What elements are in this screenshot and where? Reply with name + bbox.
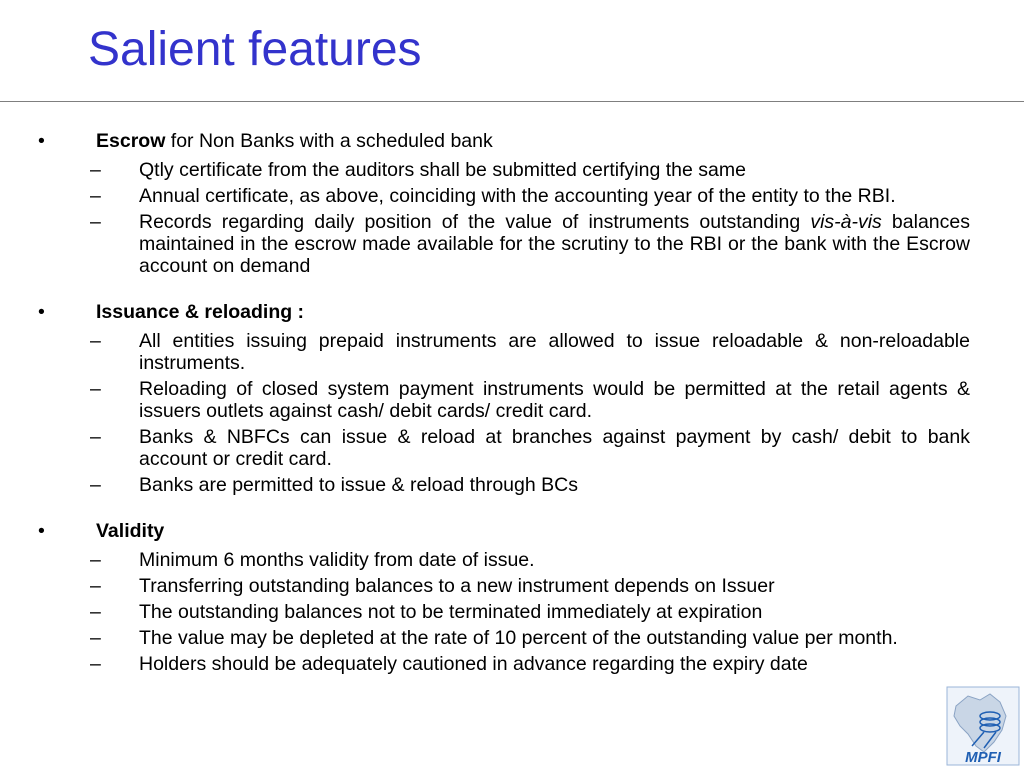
- bullet-validity: [0, 520, 1024, 543]
- bullet-marker: •: [38, 130, 45, 152]
- slide-title: Salient features: [88, 23, 422, 76]
- list-item: [0, 627, 970, 649]
- list-item-text-after: balances maintained in the escrow made available for the scrutiny to the RBI or the bank with the Escrow account on demand: [139, 211, 970, 277]
- dash-marker: –: [90, 601, 101, 623]
- list-item-text: The outstanding balances not to be terminated immediately at expiration: [139, 601, 763, 623]
- list-item-text: Annual certificate, as above, coinciding with the accounting year of the entity to the RBI.: [139, 185, 896, 207]
- dash-marker: –: [90, 159, 101, 181]
- dash-marker: –: [90, 330, 101, 352]
- list-item: [0, 159, 970, 181]
- list-item: [0, 575, 970, 597]
- list-item-text: Banks are permitted to issue & reload through BCs: [139, 474, 578, 496]
- list-item-text: All entities issuing prepaid instruments are allowed to issue reloadable & non-reloadable instruments.: [139, 330, 970, 374]
- bullet-text: for Non Banks with a scheduled bank: [165, 130, 493, 152]
- dash-marker: –: [90, 211, 101, 233]
- dash-marker: –: [90, 426, 101, 448]
- list-item-text-italic: vis-à-vis: [810, 211, 882, 233]
- bullet-label: Escrow: [96, 130, 166, 152]
- dash-marker: –: [90, 185, 101, 207]
- list-item-text: Holders should be adequately cautioned in advance regarding the expiry date: [139, 653, 808, 675]
- bullet-label: Issuance & reloading :: [96, 301, 305, 323]
- title-divider: [0, 101, 1024, 102]
- list-item: [0, 549, 970, 571]
- list-item-text: Qtly certificate from the auditors shall be submitted certifying the same: [139, 159, 746, 181]
- list-item-text: Banks & NBFCs can issue & reload at branches against payment by cash/ debit to bank account or credit card.: [139, 426, 970, 470]
- bullet-marker: •: [38, 301, 45, 323]
- bullet-escrow: [0, 130, 1024, 153]
- list-item-text-before: Records regarding daily position of the value of instruments outstanding: [139, 211, 811, 233]
- list-item: [0, 653, 970, 675]
- slide-content: [0, 130, 1024, 679]
- mpfi-logo: [946, 686, 1020, 766]
- logo-text: MPFI: [965, 749, 1001, 766]
- dash-marker: –: [90, 474, 101, 496]
- dash-marker: –: [90, 378, 101, 400]
- list-item-text: Minimum 6 months validity from date of issue.: [139, 549, 535, 571]
- list-item-text: Reloading of closed system payment instruments would be permitted at the retail agents & issuers outlets against cash/ debit cards/ credit card.: [139, 378, 970, 422]
- list-item: [0, 185, 970, 207]
- dash-marker: –: [90, 575, 101, 597]
- bullet-marker: •: [38, 520, 45, 542]
- dash-marker: –: [90, 627, 101, 649]
- bullet-issuance: [0, 301, 1024, 324]
- list-item: [0, 601, 970, 623]
- list-item-text: Transferring outstanding balances to a new instrument depends on Issuer: [139, 575, 775, 597]
- list-item: [0, 378, 970, 422]
- dash-marker: –: [90, 549, 101, 571]
- bullet-label: Validity: [96, 520, 165, 542]
- list-item: [0, 211, 970, 277]
- list-item: [0, 426, 970, 470]
- dash-marker: –: [90, 653, 101, 675]
- list-item: [0, 474, 970, 496]
- list-item-text: The value may be depleted at the rate of 10 percent of the outstanding value per month.: [139, 627, 898, 649]
- list-item: [0, 330, 970, 374]
